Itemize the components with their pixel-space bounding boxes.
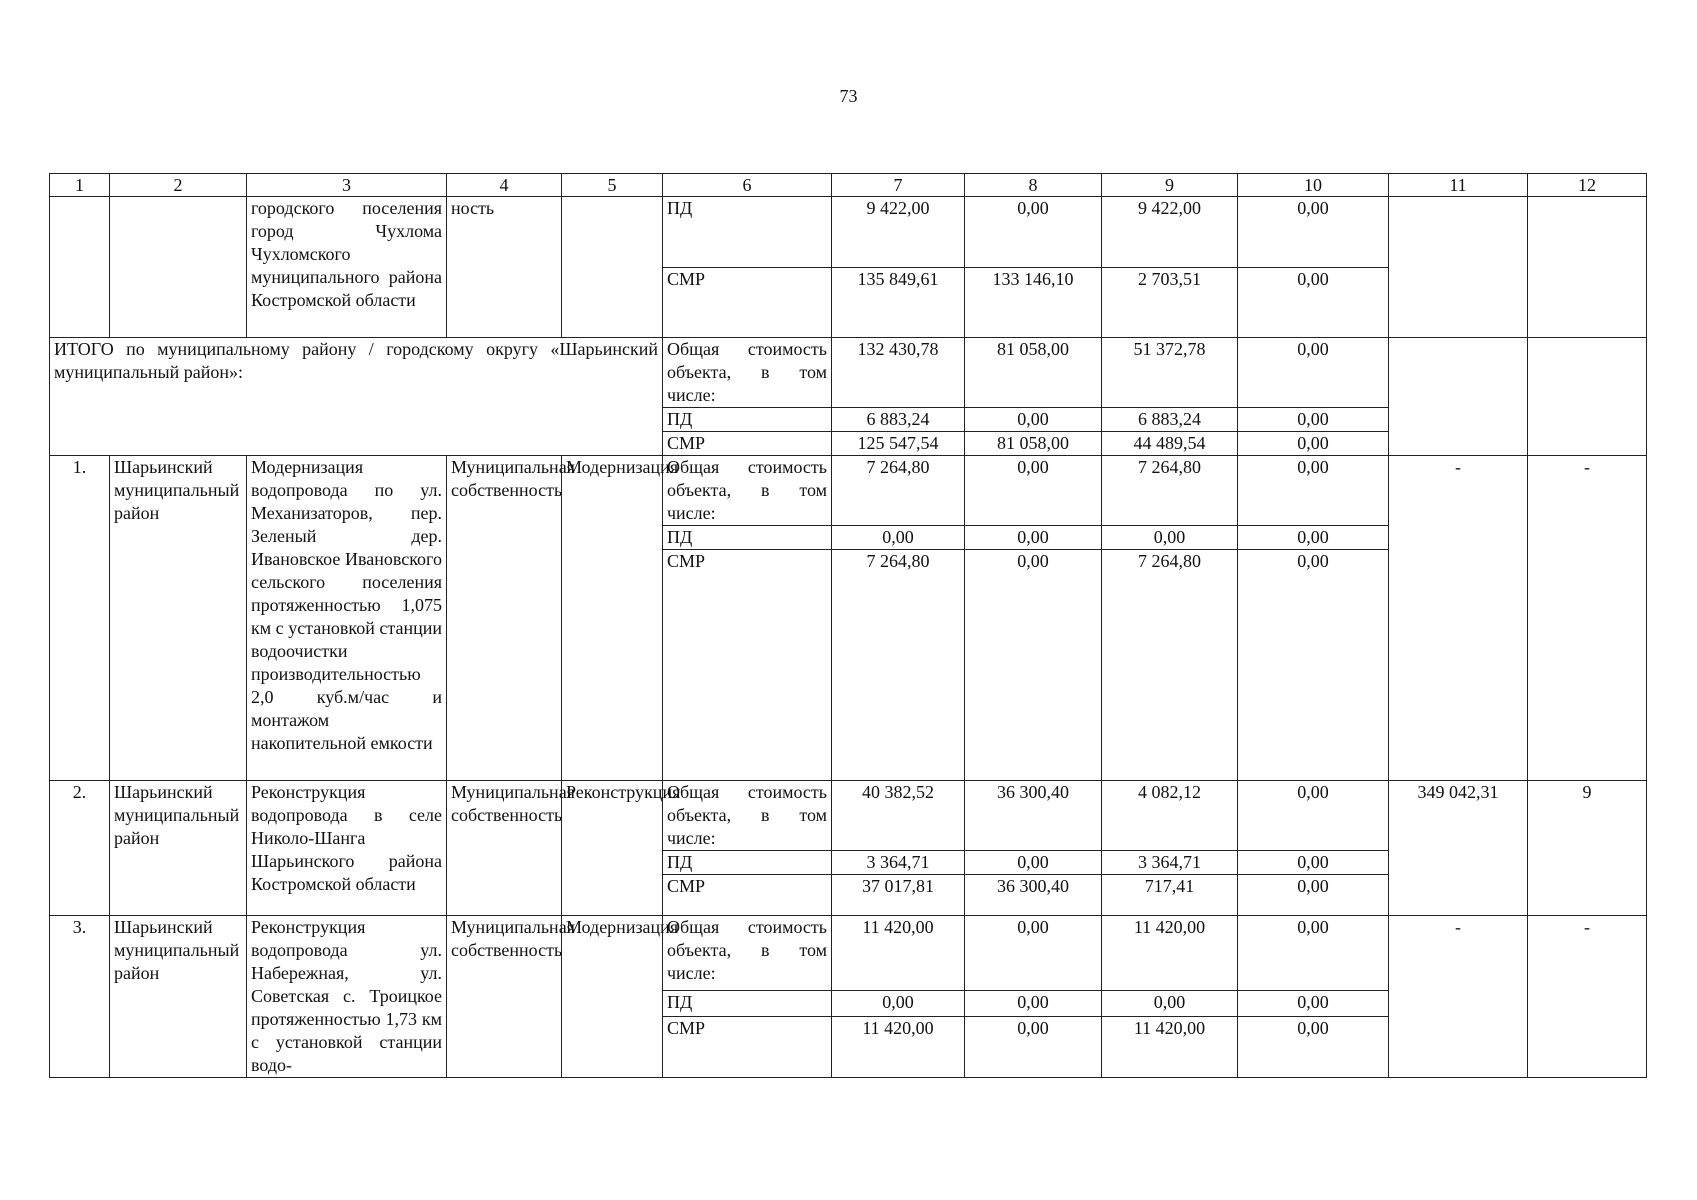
value-cell: - — [1528, 916, 1647, 1078]
col-header: 9 — [1102, 174, 1238, 197]
value-cell: 125 547,54 — [832, 432, 965, 456]
work-type-cell: Реконструкция — [562, 781, 663, 916]
value-cell: 0,00 — [965, 197, 1102, 268]
col-header: 6 — [663, 174, 832, 197]
value-cell: 11 420,00 — [832, 916, 965, 991]
value-cell: - — [1389, 456, 1528, 781]
value-cell: 81 058,00 — [965, 432, 1102, 456]
value-cell: 0,00 — [1238, 875, 1389, 916]
value-cell: 0,00 — [965, 408, 1102, 432]
value-cell: 0,00 — [1238, 408, 1389, 432]
value-cell: 6 883,24 — [832, 408, 965, 432]
value-cell: 0,00 — [1238, 456, 1389, 526]
value-cell: 133 146,10 — [965, 267, 1102, 338]
value-cell: 11 420,00 — [1102, 1017, 1238, 1078]
col-header: 7 — [832, 174, 965, 197]
work-type-cell: Модернизация — [562, 456, 663, 781]
value-cell: 0,00 — [965, 1017, 1102, 1078]
table-row — [50, 916, 1647, 991]
ownership-cell: ность — [447, 197, 562, 338]
object-name-cell: городского поселения город Чухлома Чухломского муниципального района Костромской области — [247, 197, 447, 338]
value-cell: - — [1528, 456, 1647, 781]
value-cell: 0,00 — [832, 991, 965, 1017]
cost-label: Общая стоимость объекта, в том числе: — [663, 916, 832, 991]
value-cell: 7 264,80 — [1102, 456, 1238, 526]
col-header: 1 — [50, 174, 110, 197]
value-cell: 44 489,54 — [1102, 432, 1238, 456]
investment-table — [49, 173, 1647, 1078]
value-cell: 7 264,80 — [832, 456, 965, 526]
value-cell: 0,00 — [965, 550, 1102, 781]
cost-label: ПД — [663, 526, 832, 550]
item-number: 3. — [50, 916, 110, 1078]
table-row — [50, 197, 1647, 268]
value-cell: 0,00 — [965, 456, 1102, 526]
value-cell: 6 883,24 — [1102, 408, 1238, 432]
cost-label: ПД — [663, 197, 832, 268]
value-cell: 51 372,78 — [1102, 338, 1238, 408]
cost-label: СМР — [663, 875, 832, 916]
ownership-cell: Муниципальная собственность — [447, 781, 562, 916]
value-cell: 81 058,00 — [965, 338, 1102, 408]
district-cell: Шарьинский муниципальный район — [110, 781, 247, 916]
value-cell: 0,00 — [965, 916, 1102, 991]
value-cell: 0,00 — [1238, 1017, 1389, 1078]
object-name-cell: Реконструкция водопровода в селе Николо-Шанга Шарьинского района Костромской области — [247, 781, 447, 916]
value-cell: 0,00 — [1238, 267, 1389, 338]
cost-label: Общая стоимость объекта, в том числе: — [663, 781, 832, 851]
value-cell: 4 082,12 — [1102, 781, 1238, 851]
value-cell: 3 364,71 — [832, 851, 965, 875]
value-cell: 0,00 — [1238, 851, 1389, 875]
item-number: 1. — [50, 456, 110, 781]
value-cell: 0,00 — [1238, 526, 1389, 550]
page-number: 73 — [839, 86, 858, 106]
column-numbers-row — [50, 174, 1647, 197]
value-cell: 0,00 — [1238, 432, 1389, 456]
value-cell: 40 382,52 — [832, 781, 965, 851]
value-cell: 2 703,51 — [1102, 267, 1238, 338]
value-cell: 11 420,00 — [832, 1017, 965, 1078]
value-cell: 0,00 — [965, 526, 1102, 550]
value-cell: 0,00 — [965, 851, 1102, 875]
col-header: 11 — [1389, 174, 1528, 197]
value-cell: 7 264,80 — [832, 550, 965, 781]
value-cell: 0,00 — [1102, 526, 1238, 550]
cost-label: ПД — [663, 408, 832, 432]
value-cell: 0,00 — [965, 991, 1102, 1017]
value-cell: 11 420,00 — [1102, 916, 1238, 991]
item-number: 2. — [50, 781, 110, 916]
value-cell: 0,00 — [1238, 991, 1389, 1017]
table-row — [50, 456, 1647, 526]
table-row — [50, 781, 1647, 851]
value-cell: 0,00 — [1238, 338, 1389, 408]
value-cell: 0,00 — [1238, 916, 1389, 991]
value-cell: 36 300,40 — [965, 875, 1102, 916]
value-cell: 7 264,80 — [1102, 550, 1238, 781]
object-name-cell: Модернизация водопровода по ул. Механизаторов, пер. Зеленый дер. Ивановское Ивановского сельского поселения протяженностью 1,075 км с установкой станции водоочистки производительностью 2,0 куб.м/час и монтажом накопительной емкости — [247, 456, 447, 781]
district-cell: Шарьинский муниципальный район — [110, 456, 247, 781]
cost-label: Общая стоимость объекта, в том числе: — [663, 338, 832, 408]
cost-label: СМР — [663, 267, 832, 338]
object-name-cell: Реконструкция водопровода ул. Набережная, ул. Советская с. Троицкое протяженностью 1,73 км с установкой станции водо- — [247, 916, 447, 1078]
ownership-cell: Муниципальная собственность — [447, 456, 562, 781]
cost-label: Общая стоимость объекта, в том числе: — [663, 456, 832, 526]
value-cell: 349 042,31 — [1389, 781, 1528, 916]
value-cell: 9 422,00 — [1102, 197, 1238, 268]
district-cell: Шарьинский муниципальный район — [110, 916, 247, 1078]
value-cell: 36 300,40 — [965, 781, 1102, 851]
ownership-cell: Муниципальная собственность — [447, 916, 562, 1078]
value-cell: 717,41 — [1102, 875, 1238, 916]
value-cell: 135 849,61 — [832, 267, 965, 338]
total-label: ИТОГО по муниципальному району / городскому округу «Шарьинский муниципальный район»: — [50, 338, 663, 456]
value-cell: 0,00 — [1238, 197, 1389, 268]
value-cell: 9 — [1528, 781, 1647, 916]
value-cell: 0,00 — [1238, 550, 1389, 781]
cost-label: СМР — [663, 550, 832, 781]
cost-label: ПД — [663, 991, 832, 1017]
col-header: 5 — [562, 174, 663, 197]
value-cell: - — [1389, 916, 1528, 1078]
col-header: 4 — [447, 174, 562, 197]
cost-label: СМР — [663, 432, 832, 456]
value-cell: 0,00 — [832, 526, 965, 550]
col-header: 2 — [110, 174, 247, 197]
value-cell: 3 364,71 — [1102, 851, 1238, 875]
value-cell: 37 017,81 — [832, 875, 965, 916]
cost-label: ПД — [663, 851, 832, 875]
col-header: 3 — [247, 174, 447, 197]
work-type-cell: Модернизация — [562, 916, 663, 1078]
total-row — [50, 338, 1647, 408]
cost-label: СМР — [663, 1017, 832, 1078]
value-cell: 9 422,00 — [832, 197, 965, 268]
value-cell: 0,00 — [1238, 781, 1389, 851]
col-header: 12 — [1528, 174, 1647, 197]
value-cell: 0,00 — [1102, 991, 1238, 1017]
value-cell: 132 430,78 — [832, 338, 965, 408]
col-header: 10 — [1238, 174, 1389, 197]
col-header: 8 — [965, 174, 1102, 197]
